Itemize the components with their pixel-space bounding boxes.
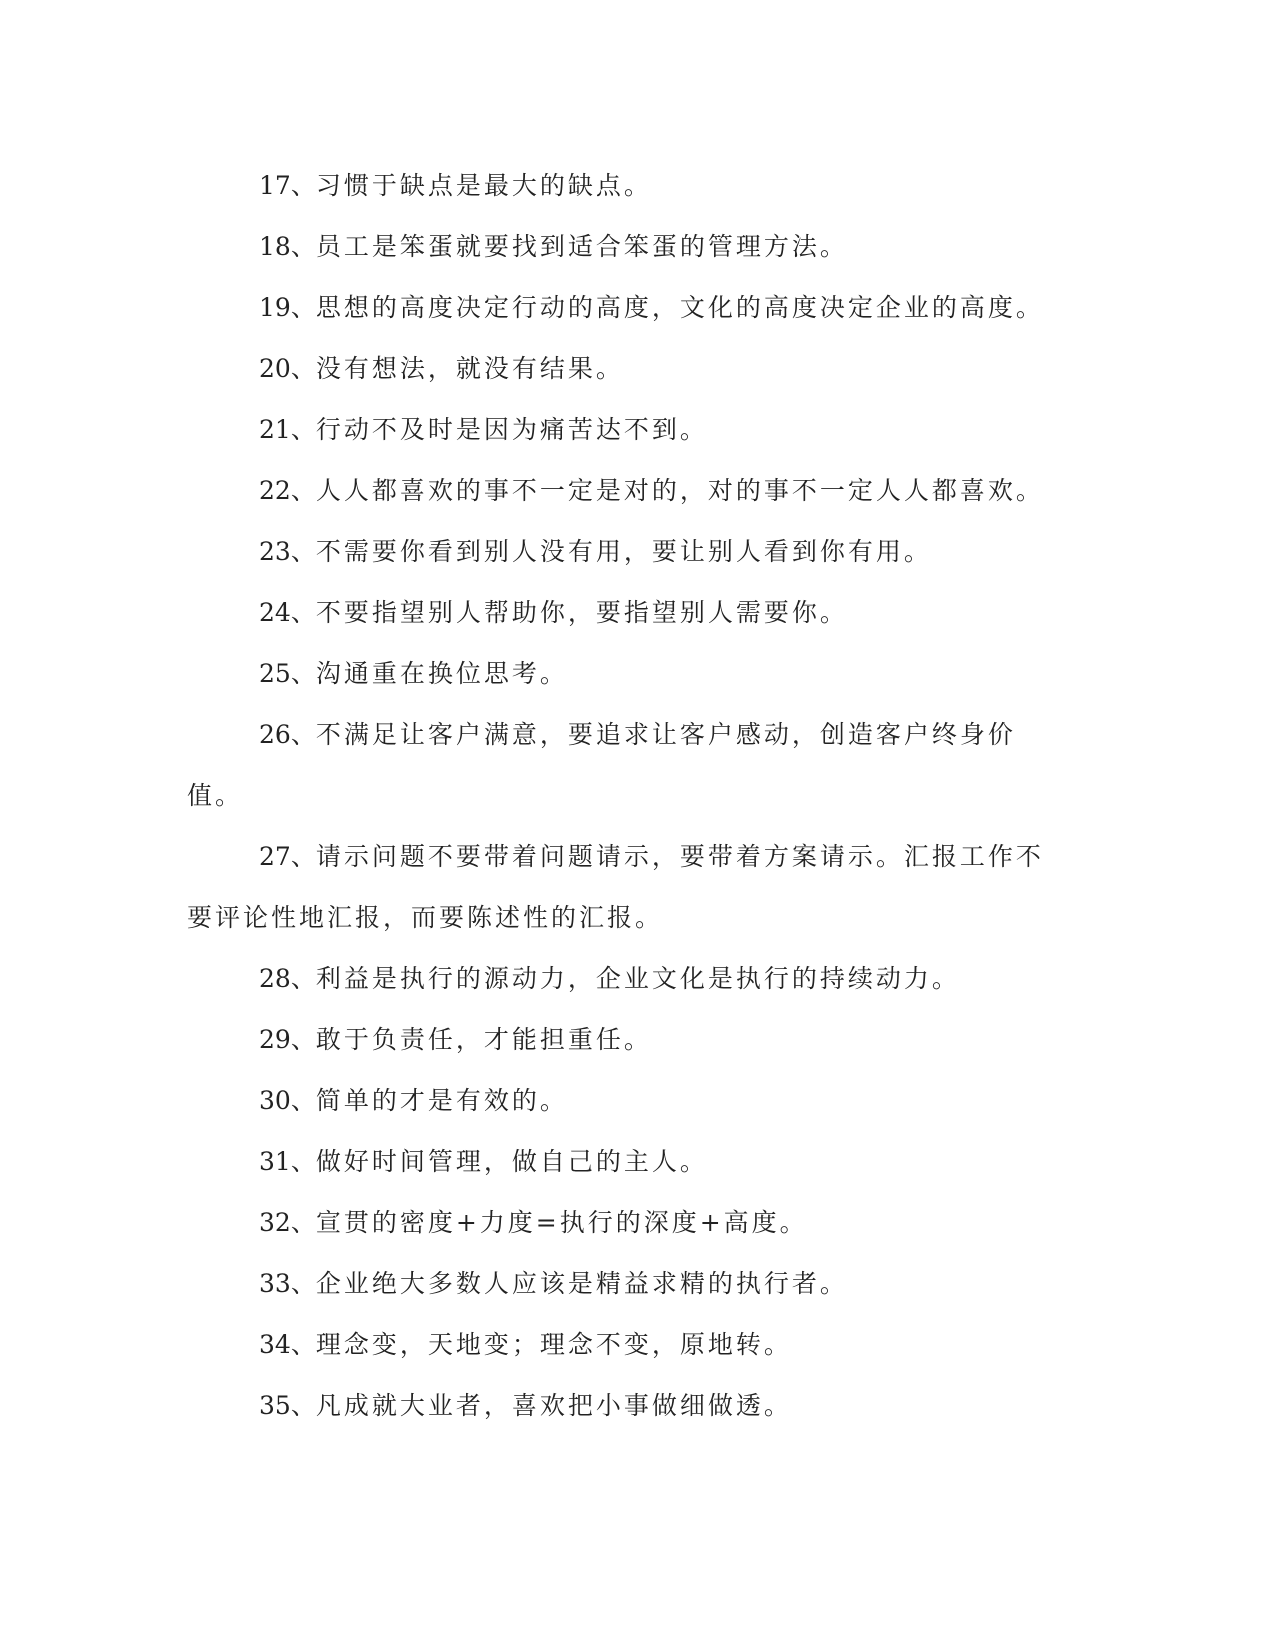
item-text: 沟通重在换位思考。 xyxy=(315,659,568,688)
item-number: 31 xyxy=(259,1147,291,1176)
item-text: 做好时间管理，做自己的主人。 xyxy=(315,1147,708,1176)
list-item xyxy=(187,948,1067,1009)
item-text: 不要指望别人帮助你，要指望别人需要你。 xyxy=(315,598,848,627)
list-item xyxy=(187,521,1067,582)
item-separator: 、 xyxy=(290,476,316,505)
item-separator: 、 xyxy=(290,415,316,444)
item-number: 21 xyxy=(259,415,291,444)
list-item xyxy=(187,582,1067,643)
list-item xyxy=(187,1131,1067,1192)
item-number: 27 xyxy=(259,842,291,871)
item-text: 习惯于缺点是最大的缺点。 xyxy=(315,171,652,200)
item-text: 企业绝大多数人应该是精益求精的执行者。 xyxy=(315,1269,848,1298)
item-separator: 、 xyxy=(290,720,316,749)
list-item xyxy=(187,277,1067,338)
item-number: 17 xyxy=(259,171,291,200)
item-number: 33 xyxy=(259,1269,291,1298)
item-number: 24 xyxy=(259,598,291,627)
list-item xyxy=(187,643,1067,704)
item-separator: 、 xyxy=(290,1330,316,1359)
item-text: 没有想法，就没有结果。 xyxy=(315,354,624,383)
item-number: 18 xyxy=(259,232,291,261)
document-body xyxy=(187,155,1067,1436)
item-separator: 、 xyxy=(290,1147,316,1176)
item-number: 29 xyxy=(259,1025,291,1054)
item-text: 不满足让客户满意，要追求让客户感动，创造客户终身价值。 xyxy=(187,720,1016,810)
list-item xyxy=(187,1375,1067,1436)
item-text: 请示问题不要带着问题请示，要带着方案请示。汇报工作不要评论性地汇报，而要陈述性的汇报。 xyxy=(187,842,1044,932)
item-text: 人人都喜欢的事不一定是对的，对的事不一定人人都喜欢。 xyxy=(315,476,1044,505)
list-item xyxy=(187,1070,1067,1131)
item-separator: 、 xyxy=(290,659,316,688)
item-separator: 、 xyxy=(290,1391,316,1420)
item-text: 敢于负责任，才能担重任。 xyxy=(315,1025,652,1054)
item-separator: 、 xyxy=(290,598,316,627)
item-number: 26 xyxy=(259,720,291,749)
item-number: 35 xyxy=(259,1391,291,1420)
list-item xyxy=(187,1009,1067,1070)
item-number: 30 xyxy=(259,1086,291,1115)
item-separator: 、 xyxy=(290,171,316,200)
list-item xyxy=(187,460,1067,521)
item-number: 23 xyxy=(259,537,291,566)
item-separator: 、 xyxy=(290,293,316,322)
list-item xyxy=(187,1314,1067,1375)
item-number: 28 xyxy=(259,964,291,993)
item-text: 理念变，天地变；理念不变，原地转。 xyxy=(315,1330,792,1359)
item-text: 宣贯的密度+力度=执行的深度+高度。 xyxy=(315,1208,808,1237)
list-item xyxy=(187,338,1067,399)
item-separator: 、 xyxy=(290,1025,316,1054)
list-item xyxy=(187,704,1067,826)
item-text: 思想的高度决定行动的高度，文化的高度决定企业的高度。 xyxy=(315,293,1044,322)
item-separator: 、 xyxy=(290,1269,316,1298)
list-item xyxy=(187,216,1067,277)
item-separator: 、 xyxy=(290,842,316,871)
item-separator: 、 xyxy=(290,354,316,383)
item-separator: 、 xyxy=(290,1086,316,1115)
item-separator: 、 xyxy=(290,232,316,261)
item-text: 凡成就大业者，喜欢把小事做细做透。 xyxy=(315,1391,792,1420)
item-number: 20 xyxy=(259,354,291,383)
item-separator: 、 xyxy=(290,1208,316,1237)
item-text: 不需要你看到别人没有用，要让别人看到你有用。 xyxy=(315,537,932,566)
list-item xyxy=(187,1192,1067,1253)
item-number: 32 xyxy=(259,1208,291,1237)
item-separator: 、 xyxy=(290,537,316,566)
item-separator: 、 xyxy=(290,964,316,993)
item-number: 22 xyxy=(259,476,291,505)
item-text: 行动不及时是因为痛苦达不到。 xyxy=(315,415,708,444)
item-number: 34 xyxy=(259,1330,291,1359)
item-number: 25 xyxy=(259,659,291,688)
list-item xyxy=(187,155,1067,216)
list-item xyxy=(187,399,1067,460)
item-text: 利益是执行的源动力，企业文化是执行的持续动力。 xyxy=(315,964,960,993)
item-text: 员工是笨蛋就要找到适合笨蛋的管理方法。 xyxy=(315,232,848,261)
item-text: 简单的才是有效的。 xyxy=(315,1086,568,1115)
list-item xyxy=(187,1253,1067,1314)
item-number: 19 xyxy=(259,293,291,322)
list-item xyxy=(187,826,1067,948)
